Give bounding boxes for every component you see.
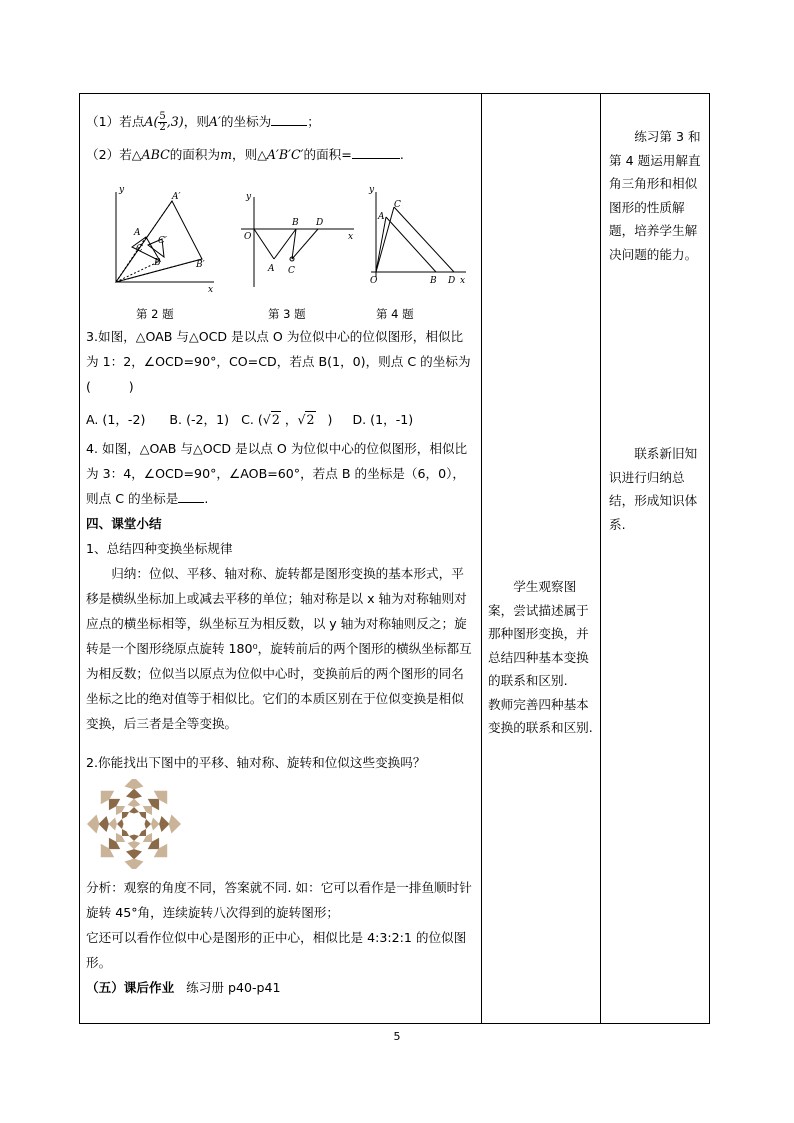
- svg-text:x: x: [208, 285, 214, 295]
- caption-fig-4: 第 4 题: [376, 307, 414, 321]
- pattern-arm: [94, 825, 133, 864]
- pattern-arm: [87, 815, 124, 834]
- pattern-fish: [126, 789, 142, 799]
- question-3: 3.如图，△OAB 与△OCD 是以点 O 为位似中心的位似图形，相似比为 1：2，∠OCD=90°，CO=CD，若点 B(1，0)，则点 C 的坐标为 ( ): [86, 329, 484, 394]
- teacher-activity-text: 教师完善四种基本变换的联系和区别.: [488, 696, 593, 735]
- homework-line: （五）课后作业 练习册 p40-p41: [86, 980, 281, 995]
- question-2: （2）若△ABC的面积为m，则△A′B′C′的面积= .: [86, 142, 475, 167]
- svg-text:B′: B′: [196, 260, 205, 270]
- answer-blank: [352, 144, 400, 159]
- pattern-fish: [129, 807, 139, 814]
- svg-text:C′: C′: [158, 236, 167, 246]
- svg-text:D: D: [448, 276, 456, 286]
- caption-fig-3: 第 3 题: [268, 307, 306, 321]
- figure-captions: [86, 302, 475, 320]
- pattern-fish: [169, 815, 181, 834]
- fish-pattern-image: [86, 779, 196, 869]
- pattern-arm: [145, 815, 182, 834]
- main-column: [80, 93, 484, 1024]
- svg-text:y: y: [119, 185, 125, 195]
- summary-2-title: 2.你能找出下图中的平移、轴对称、旋转和位似这些变换吗？: [86, 755, 426, 770]
- figure-3: [241, 197, 354, 287]
- svg-text:C: C: [288, 266, 295, 276]
- svg-text:A: A: [268, 264, 275, 274]
- question-3-options: A. (1，-2) B. (-2，1) C. (√2 ，√2 ) D. (1，-1): [86, 412, 414, 427]
- svg-text:x: x: [460, 276, 466, 286]
- pattern-arm: [125, 779, 144, 814]
- pattern-fish: [126, 849, 142, 859]
- svg-text:C: C: [394, 200, 401, 210]
- design-intent-column: [601, 93, 709, 1024]
- answer-blank: [178, 488, 204, 503]
- svg-text:y: y: [246, 192, 252, 202]
- point-a: A( $\frac{5}{2}$ ,3): [144, 111, 184, 133]
- summary-1-title: 1、总结四种变换坐标规律: [86, 541, 233, 556]
- figures-row: [86, 177, 475, 302]
- svg-text:A: A: [378, 212, 385, 222]
- svg-text:A: A: [134, 228, 141, 238]
- summary-1-body: 归纳：位似、平移、轴对称、旋转都是图形变换的基本形式，平移是横纵坐标加上或减去平移的单位；轴对称是以 x 轴为对称轴则对应点的横坐标相等，纵坐标互为相反数，以 y 轴为对称轴则反之；旋转是一个图形绕原点旋转 180⁰，旋转前后的两个图形的横纵坐标都互为相反数；位似当以原点为位似中心时，变换前后的两个图形的同名坐标之比的绝对值等于相似比。它们的本质区别在于位似变换是相似变换，后三者是全等变换。: [86, 566, 472, 731]
- intent-text-1: 练习第 3 和第 4 题运用解直角三角形和相似图形的性质解题，培养学生解决问题的能力。: [609, 129, 701, 262]
- pattern-fish: [117, 819, 124, 829]
- svg-text:A′: A′: [172, 192, 181, 202]
- pattern-fish: [125, 859, 144, 869]
- student-activity-text: 学生观察图案，尝试描述属于那种图形变换，并总结四种基本变换的联系和区别.: [488, 579, 589, 688]
- pattern-fish: [87, 815, 99, 834]
- section-4-title: 四、课堂小结: [86, 516, 162, 531]
- svg-text:O: O: [370, 276, 378, 286]
- svg-text:D: D: [316, 218, 324, 228]
- pattern-fish: [109, 818, 117, 831]
- pattern-arm: [135, 825, 174, 864]
- question-4: 4. 如图，△OAB 与△OCD 是以点 O 为位似中心的位似图形，相似比为 3：4，∠OCD=90°，∠AOB=60°，若点 B 的坐标是（6，0），则点 C 的坐标是 .: [86, 441, 468, 506]
- pattern-arm: [135, 784, 174, 823]
- figures-svg: [86, 177, 476, 302]
- pattern-fish: [159, 816, 169, 832]
- svg-text:B: B: [292, 218, 299, 228]
- caption-fig-2: 第 2 题: [136, 307, 174, 321]
- question-1: （1）若点A( $\frac{5}{2}$ ,3)，则A′的坐标为 ；: [86, 111, 320, 133]
- svg-text:O: O: [244, 232, 252, 242]
- pattern-fish: [99, 816, 109, 832]
- figure-4: [371, 192, 466, 277]
- analysis-text-2: 它还可以看作位似中心是图形的正中心，相似比是 4:3:2:1 的位似图形。: [86, 930, 467, 970]
- pattern-fish: [151, 818, 159, 831]
- pattern-fish: [145, 819, 152, 829]
- answer-blank: [271, 111, 307, 126]
- svg-text:C: C: [136, 244, 143, 254]
- pattern-fish: [129, 835, 139, 842]
- page-number: 5: [393, 1030, 401, 1043]
- pattern-fish: [125, 779, 144, 789]
- svg-text:y: y: [369, 185, 375, 195]
- pattern-fish: [128, 799, 141, 807]
- pattern-fish: [128, 841, 141, 849]
- pattern-arm: [125, 835, 144, 870]
- svg-text:x: x: [348, 232, 354, 242]
- fraction: $\frac{5}{2}$: [159, 111, 166, 133]
- intent-text-2: 联系新旧知识进行归纳总结，形成知识体系.: [609, 446, 698, 532]
- pattern-arm: [94, 784, 133, 823]
- analysis-text: 分析：观察的角度不同，答案就不同. 如：它可以看作是一排鱼顺时针旋转 45°角，连续旋转八次得到的旋转图形；: [86, 880, 472, 920]
- svg-text:B: B: [430, 276, 437, 286]
- svg-text:B: B: [154, 258, 161, 268]
- middle-column: [482, 93, 600, 1024]
